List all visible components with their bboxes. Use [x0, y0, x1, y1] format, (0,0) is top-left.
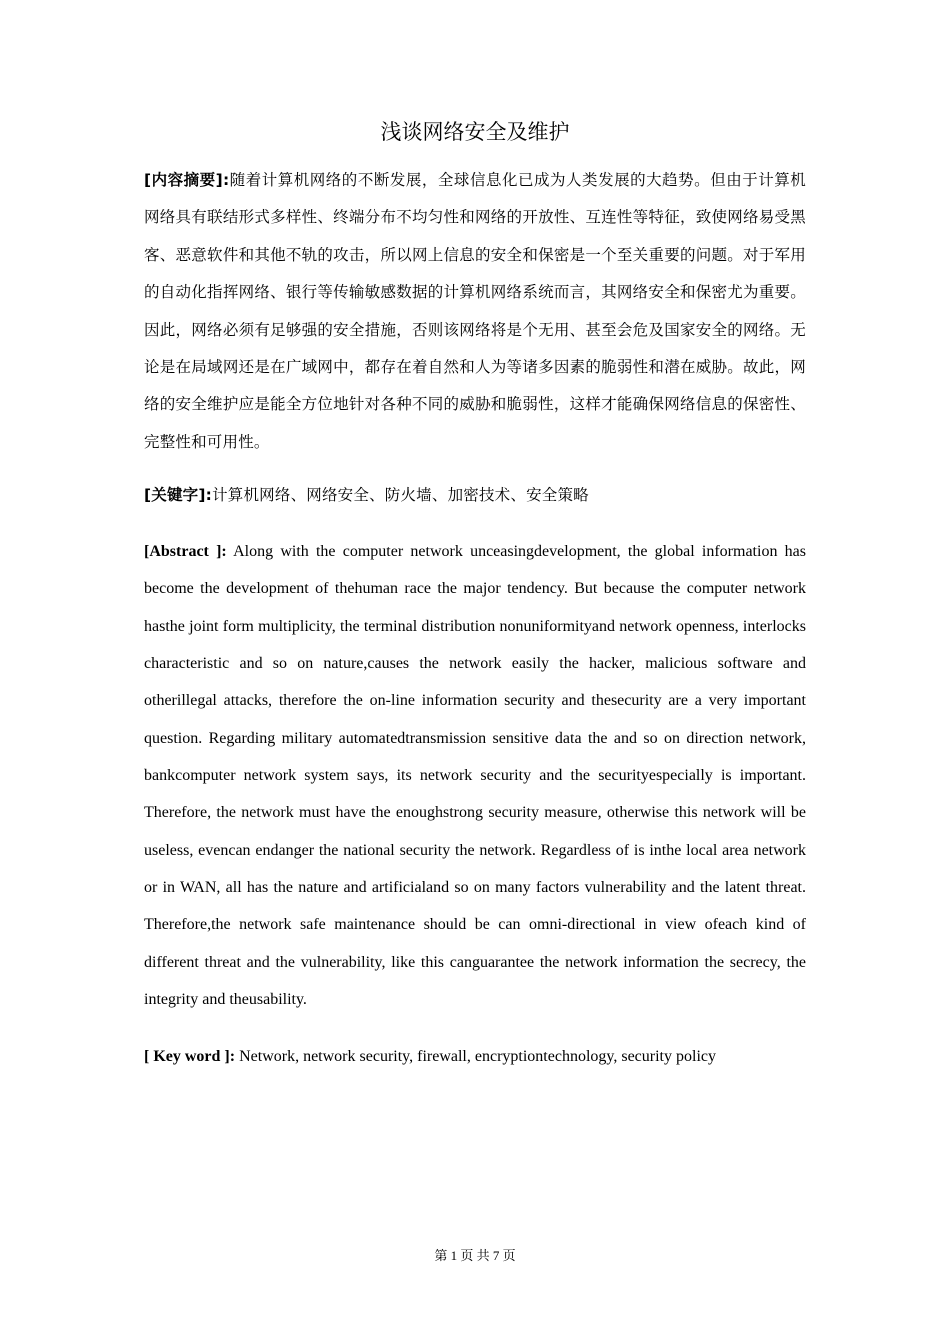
keywords-en-paragraph	[144, 1038, 806, 1075]
keywords-cn-text: 计算机网络、网络安全、防火墙、加密技术、安全策略	[212, 486, 589, 504]
page-title: 浅谈网络安全及维护	[380, 120, 570, 144]
keywords-en-text: Network, network security, firewall, encryptiontechnology, security policy	[235, 1048, 716, 1065]
summary-label: [内容摘要]:	[144, 171, 230, 189]
keywords-cn-label: [关键字]:	[144, 486, 213, 504]
page-number-footer: 第 1 页 共 7 页	[434, 1248, 516, 1263]
abstract-label: [Abstract ]:	[144, 543, 227, 560]
keywords-en-label: [ Key word ]:	[144, 1048, 236, 1065]
summary-text: 随着计算机网络的不断发展，全球信息化已成为人类发展的大趋势。但由于计算机网络具有联结形式多样性、终端分布不均匀性和网络的开放性、互连性等特征，致使网络易受黑客、恶意软件和其他不轨的攻击，所以网上信息的安全和保密是一个至关重要的问题。对于军用的自动化指挥网络、银行等传输敏感数据的计算机网络系统而言，其网络安全和保密尤为重要。因此，网络必须有足够强的安全措施，否则该网络将是个无用、甚至会危及国家安全的网络。无论是在局域网还是在广域网中，都存在着自然和人为等诸多因素的脆弱性和潜在威胁。故此，网络的安全维护应是能全方位地针对各种不同的威胁和脆弱性，这样才能确保网络信息的保密性、完整性和可用性。	[144, 171, 806, 451]
abstract-paragraph	[144, 533, 806, 1018]
summary-paragraph	[144, 162, 806, 461]
keywords-cn-paragraph	[144, 477, 806, 514]
abstract-text: Along with the computer network unceasingdevelopment, the global information has become the development of thehuman race the major tendency. But because the computer network hasthe joint form multiplicity, the terminal distribution nonuniformityand network openness, interlocks characteristic and so on nature,causes the network easily the hacker, malicious software and otherillegal attacks, therefore the on-line information security and thesecurity are a very important question. Regarding military automatedtransmission sensitive data the and so on direction network, bankcomputer network system says, its network security and the securityespecially is important. Therefore, the network must have the enoughstrong security measure, otherwise this network will be useless, evencan endanger the national security the network. Regardless of is inthe local area network or in WAN, all has the nature and artificialand so on many factors vulnerability and the latent threat. Therefore,the network safe maintenance should be can omni-directional in view ofeach kind of different threat and the vulnerability, like this canguarantee the network information the secrecy, the integrity and theusability.	[144, 543, 806, 1009]
